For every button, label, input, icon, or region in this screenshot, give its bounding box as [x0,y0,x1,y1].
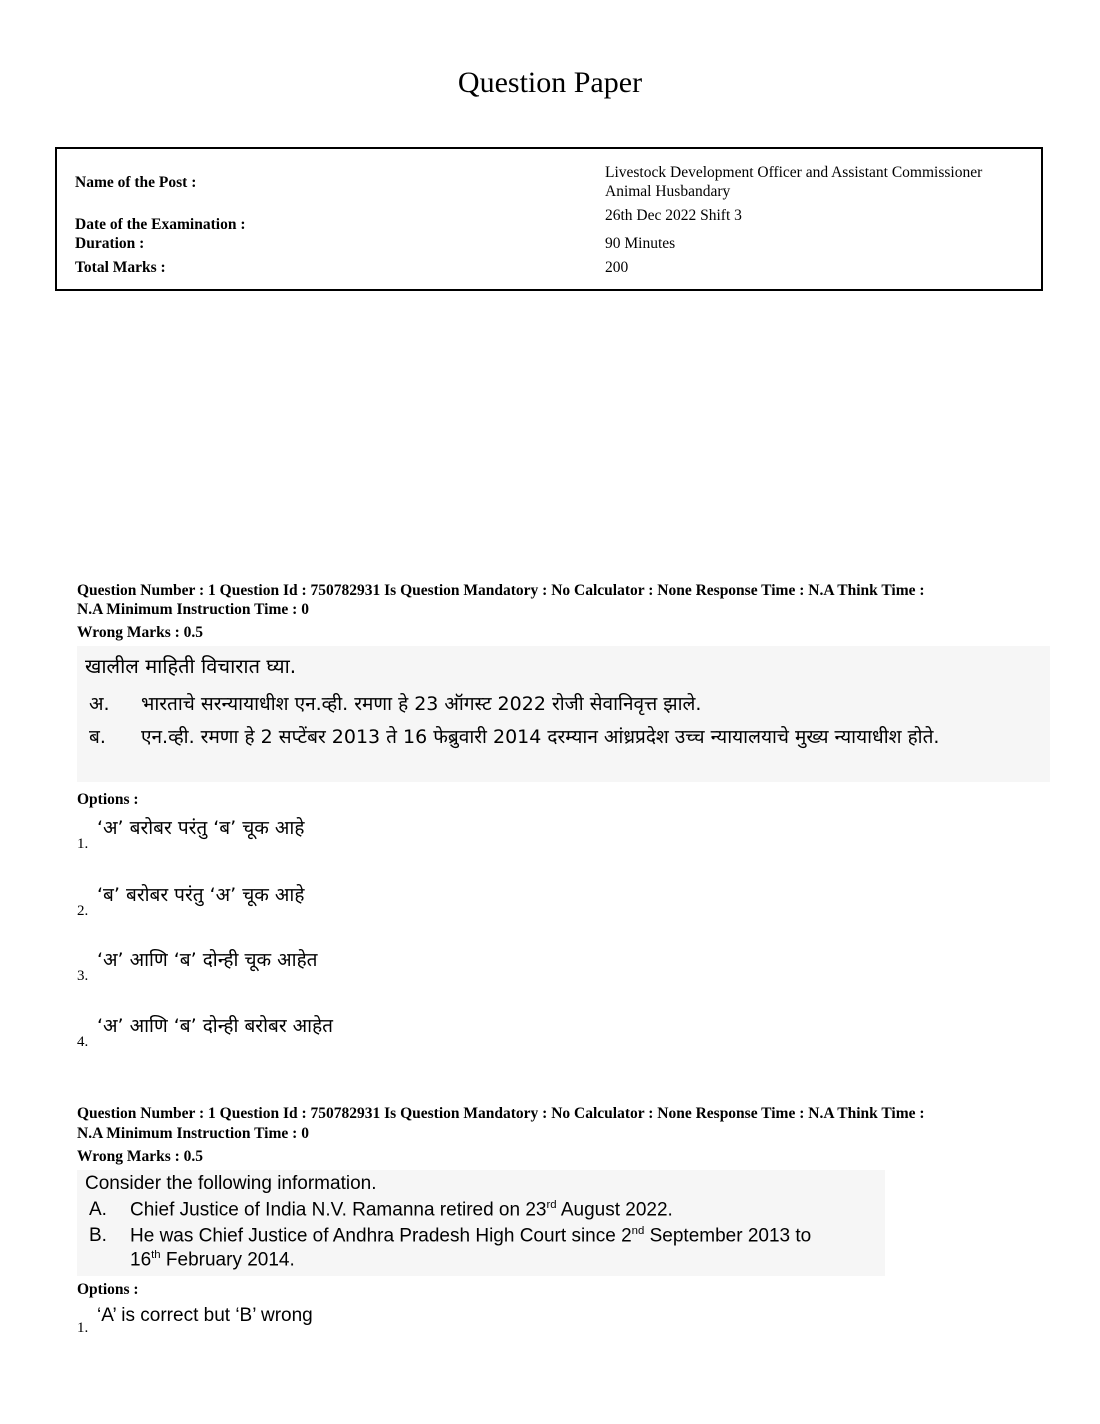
date-label: Date of the Examination : [75,216,246,233]
stem-intro: Consider the following information. [85,1173,377,1194]
stem-b-ordinal: nd [631,1225,645,1237]
option-text: ‘A’ is correct but ‘B’ wrong [97,1305,313,1326]
stem-statement-a [77,1199,882,1221]
question-meta-line2: N.A Minimum Instruction Time : 0 [77,1125,309,1142]
post-label: Name of the Post : [75,174,197,191]
option-text: ‘अ’ बरोबर परंतु ‘ब’ चूक आहे [97,817,305,839]
stem-statement-b [77,722,1047,752]
stem-intro: खालील माहिती विचारात घ्या. [85,654,297,678]
stem-b-text: एन.व्ही. रमणा हे 2 सप्टेंबर 2013 ते 16 फेब्रुवारी 2014 दरम्यान आंध्रप्रदेश उच्च न्यायालयाचे मुख्य न्यायाधीश होते. [141,726,940,748]
exam-info-box [55,147,1043,291]
options-heading: Options : [77,1281,139,1298]
wrong-marks: Wrong Marks : 0.5 [77,1148,204,1165]
page-title: Question Paper [457,66,643,99]
option-number: 1. [77,836,89,852]
stem-b-line2-ordinal: th [151,1249,161,1261]
stem-a-text: Chief Justice of India N.V. Ramanna retired on 23 [130,1199,547,1221]
options-heading: Options : [77,791,139,808]
question-meta-line1: Question Number : 1 Question Id : 750782931 Is Question Mandatory : No Calculator : None Response Time : N.A Think Time : [77,1105,925,1122]
option-text: ‘ब’ बरोबर परंतु ‘अ’ चूक आहे [97,884,305,906]
stem-statement-a [77,690,1047,716]
option-number: 2. [77,903,89,919]
stem-a-ordinal: rd [546,1199,557,1211]
stem-statement-b [77,1225,882,1247]
stem-b-key: ब. [89,726,106,748]
option-text: ‘अ’ आणि ‘ब’ दोन्ही चूक आहेत [97,949,318,971]
stem-statement-b-continued [77,1249,882,1271]
question-stem-image [77,646,1050,782]
option-number: 4. [77,1034,89,1050]
stem-b-line2: 16 [130,1249,152,1271]
stem-a-key: A. [89,1199,107,1220]
question-meta-line2: N.A Minimum Instruction Time : 0 [77,601,309,618]
post-value-line1: Livestock Development Officer and Assistant Commissioner [605,164,983,181]
option-number: 1. [77,1320,89,1336]
stem-a-key: अ. [89,693,110,715]
date-value: 26th Dec 2022 Shift 3 [605,207,742,224]
post-value-line2: Animal Husbandary [605,183,731,200]
question-stem-image [77,1170,885,1276]
stem-b-line2-end: February 2014. [160,1249,295,1271]
option-text: ‘अ’ आणि ‘ब’ दोन्ही बरोबर आहेत [97,1015,333,1037]
stem-b-text: He was Chief Justice of Andhra Pradesh High Court since 2 [130,1225,632,1247]
stem-a-text-end: August 2022. [556,1199,673,1221]
question-meta-line1: Question Number : 1 Question Id : 750782931 Is Question Mandatory : No Calculator : None Response Time : N.A Think Time : [77,582,925,599]
stem-a-text: भारताचे सरन्यायाधीश एन.व्ही. रमणा हे 23 ऑगस्ट 2022 रोजी सेवानिवृत्त झाले. [141,693,702,715]
stem-b-text-mid: September 2013 to [644,1225,812,1247]
stem-b-key: B. [89,1225,107,1246]
total-marks-label: Total Marks : [75,259,166,276]
wrong-marks: Wrong Marks : 0.5 [77,624,204,641]
total-marks-value: 200 [605,259,629,276]
duration-label: Duration : [75,235,145,252]
option-number: 3. [77,968,89,984]
duration-value: 90 Minutes [605,235,676,252]
